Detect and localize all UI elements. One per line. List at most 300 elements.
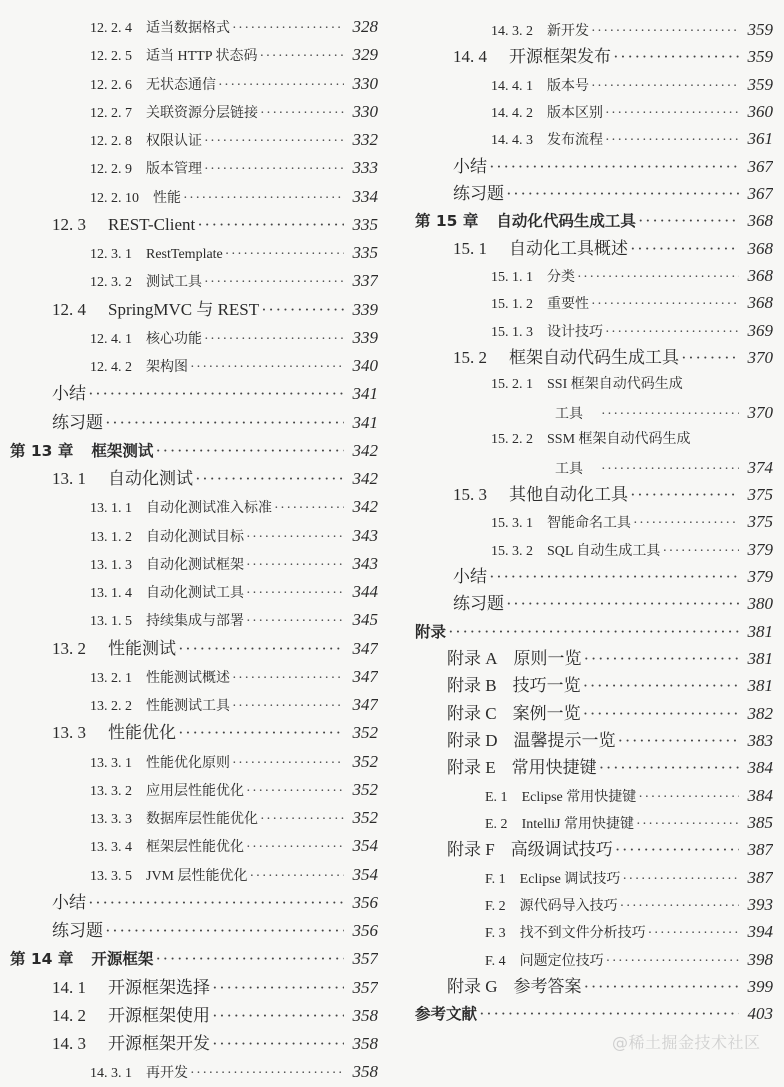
- dot-leader: [212, 974, 344, 1002]
- page-number: 369: [747, 320, 773, 340]
- page-number: 359: [747, 20, 773, 39]
- entry-title: 案例一览: [512, 703, 581, 723]
- page-number: 328: [352, 17, 378, 36]
- toc-entry: [405, 317, 773, 344]
- toc-entry: [405, 918, 773, 945]
- entry-title: 练习题: [52, 921, 103, 940]
- entry-number: 13. 2: [52, 638, 86, 658]
- entry-title: 关联资源分层链接: [146, 105, 258, 121]
- dot-leader: [155, 437, 344, 465]
- toc-entry: [0, 70, 378, 98]
- dot-leader: [584, 645, 739, 672]
- entry-number: 附录 D: [447, 730, 498, 750]
- dot-leader: [178, 635, 344, 663]
- entry-title: 源代码导入技巧: [519, 899, 618, 914]
- toc-entry: [0, 409, 378, 437]
- page-number: 361: [747, 129, 773, 149]
- dot-leader: [615, 836, 739, 863]
- toc-entry: [0, 154, 378, 182]
- dot-leader: [583, 672, 739, 699]
- page-number: 342: [352, 440, 378, 460]
- entry-number: 12. 4. 2: [90, 360, 132, 375]
- page-number: 334: [352, 186, 378, 206]
- entry-number: 14. 4: [453, 47, 487, 67]
- dot-leader: [591, 291, 739, 316]
- dot-leader: [260, 806, 344, 832]
- toc-entry: [0, 437, 378, 465]
- entry-number: 15. 3. 2: [491, 543, 533, 559]
- entry-number: 附录 F: [447, 840, 495, 860]
- dot-leader: [183, 185, 344, 211]
- entry-number: 15. 1. 3: [491, 324, 533, 340]
- dot-leader: [178, 719, 344, 747]
- toc-entry: [405, 71, 773, 98]
- toc-entry: [0, 748, 378, 776]
- page-number: 354: [352, 836, 378, 856]
- toc-entry: [405, 235, 773, 262]
- toc-entry: [405, 207, 773, 234]
- page-number: 352: [352, 723, 378, 743]
- entry-title: 架构图: [146, 360, 188, 375]
- entry-title: SSI 框架自动代码生成: [547, 377, 683, 393]
- entry-title: 练习题: [453, 594, 504, 614]
- dot-leader: [506, 590, 739, 617]
- toc-entry: [405, 262, 773, 289]
- dot-leader: [633, 510, 739, 535]
- entry-number: F. 3: [485, 926, 506, 942]
- toc-entry: [405, 727, 773, 754]
- toc-entry: [405, 180, 773, 207]
- dot-leader: [260, 100, 344, 126]
- dot-leader: [212, 1030, 344, 1058]
- toc-entry: [405, 125, 773, 152]
- toc-entry: [0, 267, 378, 295]
- dot-leader: [605, 127, 739, 152]
- entry-number: 15. 2: [453, 348, 487, 368]
- entry-title: 小结: [52, 892, 86, 912]
- dot-leader: [274, 495, 344, 521]
- entry-title: 练习题: [453, 184, 504, 204]
- toc-entry: [405, 563, 773, 590]
- entry-title: SSM 框架自动代码生成: [547, 432, 691, 448]
- toc-entry: [0, 239, 378, 267]
- dot-leader: [261, 296, 344, 324]
- entry-number: 12. 2. 8: [90, 134, 132, 149]
- page-number: 347: [352, 666, 378, 686]
- page-number: 387: [747, 867, 773, 887]
- dot-leader: [605, 319, 739, 344]
- entry-title: 性能优化: [108, 723, 176, 743]
- entry-title: 常用快捷键: [511, 758, 597, 778]
- entry-number: 13. 3. 2: [90, 783, 132, 799]
- toc-entry: [405, 782, 773, 809]
- page-number: 375: [747, 484, 773, 504]
- toc-entry: [0, 635, 378, 663]
- page-number: 370: [747, 348, 773, 368]
- dot-leader: [246, 580, 344, 606]
- page-number: 352: [352, 808, 378, 827]
- entry-title: 开源框架使用: [108, 1005, 210, 1025]
- page-number: 341: [352, 412, 378, 432]
- entry-number: 13. 2. 1: [90, 670, 132, 686]
- toc-entry: [405, 754, 773, 781]
- toc-entry: [0, 719, 378, 747]
- entry-title: 框架测试: [91, 441, 154, 460]
- toc-entry: [0, 98, 378, 126]
- entry-title: 再开发: [146, 1066, 188, 1082]
- toc-left-column: [0, 0, 378, 1087]
- entry-title: 性能优化原则: [146, 755, 230, 771]
- toc-entry: [405, 454, 773, 481]
- dot-leader: [195, 465, 344, 493]
- entry-number: 14. 2: [52, 1005, 86, 1025]
- toc-entry: [0, 183, 378, 211]
- toc-entry: [0, 691, 378, 719]
- dot-leader: [246, 608, 344, 634]
- page-number: 374: [747, 457, 773, 477]
- entry-number: 14. 4. 1: [491, 78, 533, 94]
- page-number: 368: [747, 211, 773, 231]
- entry-title: 参考文献: [415, 1005, 478, 1024]
- entry-number: 15. 1: [453, 238, 487, 258]
- dot-leader: [601, 401, 739, 426]
- dot-leader: [190, 354, 344, 380]
- toc-entry: [0, 380, 378, 408]
- entry-title: 版本区别: [547, 106, 603, 122]
- entry-title: 适当 HTTP 状态码: [146, 49, 258, 65]
- page-number: 357: [352, 977, 378, 997]
- entry-title: 持续集成与部署: [146, 614, 244, 630]
- entry-title: 问题定位技巧: [519, 953, 604, 969]
- entry-number: 14. 4. 2: [491, 106, 533, 122]
- entry-number: 12. 2. 9: [90, 162, 132, 178]
- entry-title: 高级调试技巧: [510, 840, 613, 860]
- entry-number: 第 15 章: [415, 212, 479, 231]
- page-number: 380: [747, 594, 773, 614]
- page-number: 347: [352, 695, 378, 714]
- page-number: 345: [352, 610, 378, 630]
- dot-leader: [204, 128, 344, 154]
- entry-title: 小结: [453, 156, 487, 176]
- entry-title: 原则一览: [513, 648, 582, 668]
- dot-leader: [212, 1002, 344, 1030]
- entry-number: 13. 3. 1: [90, 755, 132, 771]
- toc-entry: [405, 836, 773, 863]
- page-number: 343: [352, 553, 378, 573]
- entry-title: 开源框架: [91, 950, 154, 969]
- dot-leader: [636, 811, 739, 836]
- dot-leader: [204, 156, 344, 182]
- page-number: 356: [352, 921, 378, 940]
- entry-number: 12. 3. 2: [90, 275, 132, 291]
- entry-title: Eclipse 调试技巧: [519, 871, 621, 887]
- toc-entry: [405, 426, 773, 453]
- page-number: 367: [747, 184, 773, 204]
- entry-number: E. 1: [485, 789, 508, 805]
- toc-entry: [405, 399, 773, 426]
- entry-number: 12. 4: [52, 299, 86, 319]
- entry-number: 15. 2. 2: [491, 432, 533, 448]
- toc-entry: [0, 606, 378, 634]
- dot-leader: [155, 945, 344, 973]
- dot-leader: [232, 665, 344, 691]
- dot-leader: [204, 326, 344, 352]
- entry-title: 其他自动化工具: [509, 484, 628, 504]
- entry-title: 小结: [52, 384, 86, 404]
- dot-leader: [204, 269, 344, 295]
- page-number: 333: [352, 158, 378, 178]
- entry-title: 重要性: [547, 297, 589, 313]
- toc-right-column: [405, 0, 773, 1028]
- toc-entry: [0, 1058, 378, 1086]
- toc-entry: [405, 481, 773, 508]
- page-number: 358: [352, 1034, 378, 1053]
- toc-entry: [0, 861, 378, 889]
- page-number: 387: [747, 840, 773, 860]
- toc-entry: [405, 344, 773, 371]
- dot-leader: [599, 754, 739, 781]
- page-number: 382: [747, 703, 773, 723]
- entry-number: 13. 1. 4: [90, 586, 132, 601]
- entry-title: 参考答案: [513, 977, 582, 997]
- toc-entry: [405, 645, 773, 672]
- page-number: 359: [747, 74, 773, 94]
- dot-leader: [638, 207, 739, 234]
- dot-leader: [681, 344, 739, 371]
- dot-leader: [232, 750, 344, 776]
- toc-entry: [0, 832, 378, 860]
- entry-number: 第 13 章: [10, 441, 74, 460]
- entry-title: 应用层性能优化: [146, 783, 244, 799]
- entry-title: SQL 自动生成工具: [547, 543, 661, 559]
- toc-entry: [405, 43, 773, 70]
- entry-number: 第 14 章: [10, 950, 74, 969]
- entry-title: 开源框架开发: [108, 1034, 210, 1053]
- dot-leader: [606, 948, 739, 973]
- entry-title: Eclipse 常用快捷键: [521, 789, 637, 805]
- toc-entry: [405, 153, 773, 180]
- entry-number: 13. 3: [52, 723, 86, 743]
- dot-leader: [190, 1060, 344, 1086]
- page-number: 342: [352, 497, 378, 517]
- entry-title: 找不到文件分析技巧: [519, 926, 646, 942]
- page-number: 381: [747, 621, 773, 641]
- entry-title: 自动化测试工具: [146, 586, 244, 601]
- entry-title: 发布流程: [547, 133, 603, 149]
- entry-title: 性能测试: [108, 638, 176, 658]
- entry-title: 性能: [153, 190, 181, 206]
- page-number: 360: [747, 102, 773, 122]
- entry-title: 核心功能: [146, 331, 202, 347]
- toc-entry: [405, 1000, 773, 1027]
- entry-title: 自动化工具概述: [509, 238, 628, 258]
- toc-entry: [405, 98, 773, 125]
- entry-number: 附录 G: [447, 977, 498, 997]
- page-number: 375: [747, 512, 773, 532]
- page-number: 340: [352, 356, 378, 375]
- entry-number: 15. 1. 2: [491, 297, 533, 313]
- entry-title: 无状态通信: [146, 77, 216, 93]
- dot-leader: [618, 727, 739, 754]
- entry-number: 12. 4. 1: [90, 331, 132, 347]
- page-number: 370: [747, 402, 773, 422]
- dot-leader: [88, 889, 344, 917]
- entry-number: 12. 2. 4: [90, 21, 132, 36]
- toc-entry: [0, 776, 378, 804]
- entry-title: 自动化测试: [108, 469, 193, 488]
- entry-number: 14. 3. 2: [491, 24, 533, 39]
- entry-number: 13. 3. 4: [90, 840, 132, 856]
- toc-entry: [0, 945, 378, 973]
- dot-leader: [638, 784, 739, 809]
- toc-entry: [405, 946, 773, 973]
- dot-leader: [479, 1000, 739, 1027]
- dot-leader: [577, 264, 739, 289]
- dot-leader: [218, 72, 344, 98]
- entry-number: F. 2: [485, 899, 506, 914]
- page-number: 368: [747, 293, 773, 313]
- entry-number: 13. 1: [52, 469, 86, 488]
- dot-leader: [648, 920, 739, 945]
- entry-number: 13. 2. 2: [90, 699, 132, 714]
- dot-leader: [246, 778, 344, 804]
- entry-title: 智能命名工具: [547, 516, 631, 532]
- entry-number: 12. 3: [52, 214, 86, 234]
- entry-title: REST-Client: [108, 214, 196, 234]
- dot-leader: [622, 866, 739, 891]
- page-number: 352: [352, 751, 378, 771]
- entry-title: 设计技巧: [547, 324, 603, 340]
- dot-leader: [630, 235, 739, 262]
- entry-title: 测试工具: [146, 275, 202, 291]
- page-number: 339: [352, 299, 378, 319]
- page-number: 339: [352, 327, 378, 347]
- toc-entry: [0, 296, 378, 324]
- page-number: 381: [747, 676, 773, 696]
- page-number: 399: [747, 977, 773, 997]
- entry-number: 12. 2. 10: [90, 190, 139, 206]
- page-number: 379: [747, 566, 773, 586]
- toc-entry: [0, 550, 378, 578]
- entry-number: 12. 2. 7: [90, 105, 132, 121]
- dot-leader: [591, 73, 739, 98]
- dot-leader: [489, 563, 739, 590]
- entry-number: 14. 3: [52, 1034, 86, 1053]
- page-number: 368: [747, 266, 773, 286]
- toc-entry: [0, 974, 378, 1002]
- page-number: 347: [352, 638, 378, 658]
- entry-number: 15. 2. 1: [491, 377, 533, 393]
- dot-leader: [620, 893, 739, 918]
- entry-number: 12. 3. 1: [90, 247, 132, 262]
- page-number: 330: [352, 101, 378, 121]
- dot-leader: [105, 409, 344, 437]
- entry-number: 附录 A: [447, 648, 498, 668]
- entry-title: SpringMVC 与 REST: [108, 299, 260, 319]
- entry-number: 14. 1: [52, 977, 86, 997]
- toc-entry: [405, 809, 773, 836]
- toc-entry: [0, 1030, 378, 1058]
- entry-title: 性能测试概述: [146, 670, 230, 686]
- page-number: 381: [747, 648, 773, 668]
- toc-entry: [0, 41, 378, 69]
- page-number: 368: [747, 238, 773, 258]
- page-number: 379: [747, 539, 773, 559]
- page-number: 343: [352, 525, 378, 545]
- entry-number: 13. 3. 3: [90, 812, 132, 827]
- entry-title: 框架层性能优化: [146, 840, 244, 856]
- dot-leader: [246, 834, 344, 860]
- dot-leader: [232, 693, 344, 719]
- page-number: 383: [747, 730, 773, 750]
- page-number: 358: [352, 1062, 378, 1082]
- entry-number: 14. 4. 3: [491, 133, 533, 149]
- dot-leader: [591, 18, 739, 43]
- entry-title: 自动化代码生成工具: [496, 212, 636, 231]
- entry-number: 13. 1. 5: [90, 614, 132, 630]
- page-number: 329: [352, 45, 378, 65]
- entry-title: 开源框架选择: [108, 977, 210, 997]
- page-number: 367: [747, 156, 773, 176]
- entry-number: F. 1: [485, 871, 506, 887]
- entry-title: 开源框架发布: [509, 47, 611, 67]
- toc-entry: [0, 522, 378, 550]
- toc-entry: [405, 973, 773, 1000]
- dot-leader: [246, 524, 344, 550]
- entry-number: 13. 1. 1: [90, 501, 132, 517]
- dot-leader: [662, 538, 739, 563]
- page-number: 332: [352, 130, 378, 149]
- entry-title: 小结: [453, 566, 487, 586]
- entry-number: 12. 2. 6: [90, 77, 132, 93]
- toc-entry: [0, 211, 378, 239]
- toc-entry: [405, 508, 773, 535]
- entry-number: 13. 1. 3: [90, 557, 132, 573]
- entry-title: 工具: [555, 406, 583, 422]
- entry-number: 15. 1. 1: [491, 270, 533, 286]
- toc-entry: [0, 324, 378, 352]
- toc-entry: [0, 352, 378, 380]
- entry-title: 版本号: [547, 78, 589, 94]
- toc-entry: [405, 590, 773, 617]
- entry-title: 新开发: [547, 24, 589, 39]
- page-number: 341: [352, 384, 378, 404]
- entry-title: JVM 层性能优化: [146, 868, 248, 884]
- toc-entry: [0, 493, 378, 521]
- dot-leader: [605, 100, 739, 125]
- page-number: 357: [352, 949, 378, 969]
- dot-leader: [489, 153, 739, 180]
- entry-number: 附录 C: [447, 703, 497, 723]
- dot-leader: [259, 43, 344, 69]
- entry-title: 权限认证: [146, 134, 202, 149]
- toc-entry: [405, 891, 773, 918]
- toc-entry: [405, 700, 773, 727]
- page-number: 356: [352, 892, 378, 912]
- entry-number: 附录 B: [447, 676, 497, 696]
- entry-number: F. 4: [485, 953, 506, 969]
- entry-title: RestTemplate: [146, 247, 223, 262]
- toc-entry: [0, 917, 378, 945]
- toc-entry: [405, 618, 773, 645]
- dot-leader: [613, 43, 739, 70]
- entry-number: 13. 3. 5: [90, 868, 132, 884]
- entry-number: 15. 3. 1: [491, 516, 533, 532]
- toc-entry: [405, 536, 773, 563]
- entry-number: 12. 2. 5: [90, 49, 132, 65]
- page-number: 393: [747, 895, 773, 914]
- toc-entry: [405, 16, 773, 43]
